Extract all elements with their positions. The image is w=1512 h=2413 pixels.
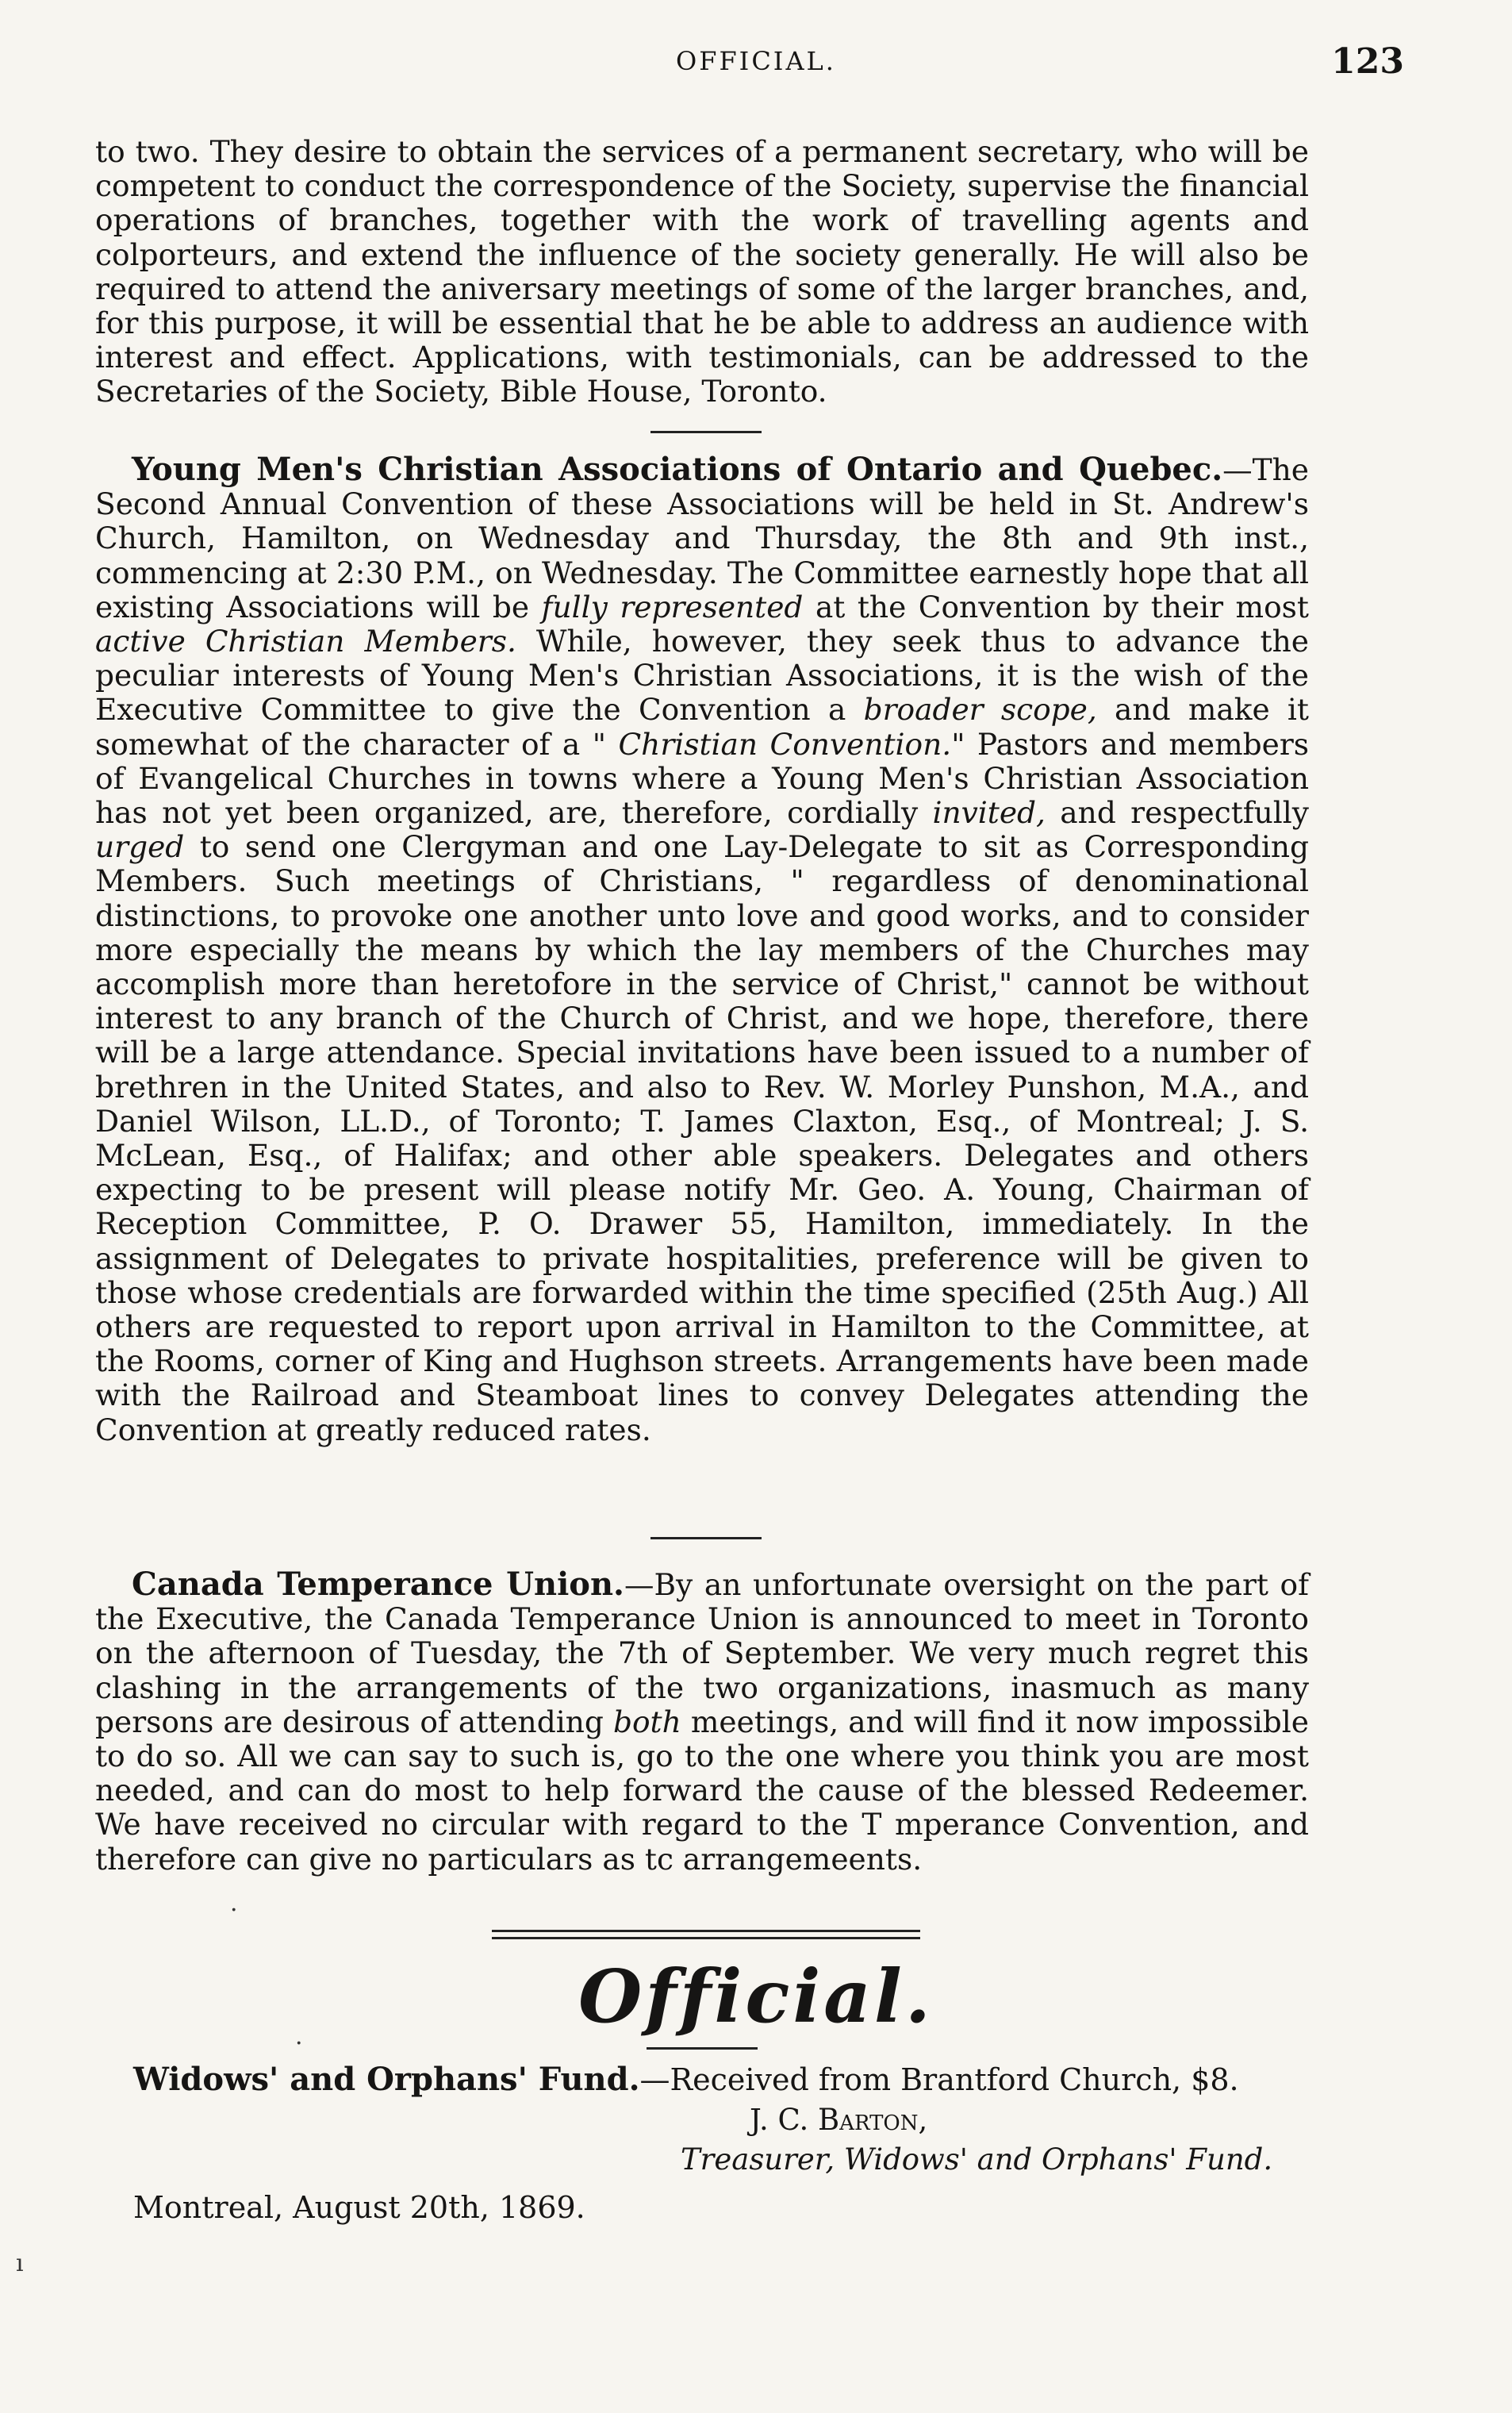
- signer-text: J. C. Barton,: [750, 2103, 928, 2137]
- section-divider: [647, 2047, 758, 2050]
- paragraph-text: to two. They desire to obtain the services of a permanent secretary, who will be competent to conduct the correspondence of the Society, supervise the financial operations of branches, together with the work of travelling agents and colporteurs, and extend the influence of the society generally. He will also be required to attend the aniversary meetings of some of the larger branches, and, for this purpose, it will be essential that he be able to address an audience with interest and effect. Applications, with testimonials, can be addressed to the Secretaries of the Society, Bible House, Toronto.: [95, 134, 1309, 409]
- text-run: and make it somewhat of the character of a ": [95, 692, 1309, 762]
- paragraph-text: [95, 452, 1309, 1447]
- date-line: Montreal, August 20th, 1869.: [133, 2190, 585, 2225]
- text-run: to send one Clergyman and one Lay-Delegate to sit as Corresponding Members. Such meetings of Christians, " regardless of denominational distinctions, to provoke one another unto love and good works, and to consider more especially the means by which the lay members of the Churches may accomplish more than heretofore in the service of Christ," cannot be without interest to any branch of the Church of Christ, and we hope, therefore, there will be a large attendance. Special invitations have been issued to a number of brethren in the United States, and also to Rev. W. Morley Punshon, M.A., and Daniel Wilson, LL.D., of Toronto; T. James Claxton, Esq., of Montreal; J. S. McLean, Esq., of Halifax; and other able speakers. Delegates and others expecting to be present will please notify Mr. Geo. A. Young, Chairman of Reception Committee, P. O. Drawer 55, Hamilton, immediately. In the assignment of Delegates to private hospitalities, preference will be given to those whose credentials are forwarded within the time specified (25th Aug.) All others are requested to report upon arrival in Hamilton to the Committee, at the Rooms, corner of King and Hughson streets. Arrangements have been made with the Railroad and Steamboat lines to convey Delegates attending the Convention at greatly reduced rates.: [95, 829, 1309, 1447]
- ink-speck: ·: [295, 2030, 303, 2058]
- page-header: [95, 41, 1417, 94]
- paragraph-ymca: [95, 452, 1309, 1447]
- text-run: —By an unfortunate oversight on the part of the Executive, the Canada Temperance Union is announced to meet in Toronto on the afternoon of Tuesday, the 7th of September. We very much regret this clashing in the arrangements of the two organizations, inasmuch as many persons are desirous of attending: [95, 1567, 1310, 1739]
- section-divider: [650, 1537, 762, 1539]
- double-rule-bottom: [492, 1937, 920, 1939]
- signer-name: [750, 2103, 927, 2137]
- section-divider: [650, 431, 762, 433]
- text-run: meetings, and will find it now impossible to do so. All we can say to such is, go to the one where you think you are most needed, and can do most to help forward the cause of the blessed Redeemer. We have received no circular with regard to the T mperance Convention, and therefore can give no particulars as tc arrangemeents.: [95, 1704, 1309, 1877]
- page-number: 123: [1331, 41, 1404, 82]
- paragraph-temperance: [95, 1567, 1309, 1877]
- paragraph-text: [95, 1567, 1309, 1877]
- ink-speck: ı: [16, 2250, 24, 2277]
- text-run: at the Convention by their most: [803, 589, 1309, 624]
- emphasis: urged: [95, 829, 185, 865]
- fund-text: —Received from Brantford Church, $8.: [639, 2062, 1239, 2097]
- emphasis: active Christian Members.: [95, 624, 516, 659]
- fund-heading: Widows' and Orphans' Fund.: [133, 2061, 640, 2098]
- emphasis: invited,: [932, 795, 1046, 831]
- signer-title: Treasurer, Widows' and Orphans' Fund.: [681, 2142, 1273, 2177]
- paragraph-bible-society: [95, 135, 1309, 409]
- fund-notice: [133, 2061, 1323, 2098]
- text-run: " Pastors and members of Evangelical Churches in towns where a Young Men's Christian Association has not yet been organized, are, therefore, cordially: [95, 726, 1310, 831]
- running-head: OFFICIAL.: [676, 46, 836, 76]
- text-run: —The Second Annual Convention of these Associations will be held in St. Andrew's Church, Hamilton, on Wednesday and Thursday, the 8th and 9th inst., commencing at 2:30 P.M., on Wednesday. The Committee earnestly hope that all existing Associations will be: [95, 452, 1309, 624]
- emphasis: broader scope,: [863, 692, 1097, 728]
- text-run: and respectfully: [1045, 795, 1309, 831]
- paragraph-heading: Canada Temperance Union.: [132, 1566, 624, 1603]
- paragraph-heading: Young Men's Christian Associations of Ontario and Quebec.: [132, 451, 1223, 488]
- section-title-official: Official.: [578, 1954, 934, 2039]
- emphasis: Christian Convention.: [618, 726, 952, 762]
- double-rule-top: [492, 1930, 920, 1932]
- text-run: While, however, they seek thus to advance the peculiar interests of Young Men's Christian Associations, it is the wish of the Executive Committee to give the Convention a: [95, 624, 1309, 728]
- emphasis: fully represented: [541, 589, 804, 624]
- ink-speck: ·: [230, 1896, 238, 1924]
- emphasis: both: [612, 1704, 681, 1739]
